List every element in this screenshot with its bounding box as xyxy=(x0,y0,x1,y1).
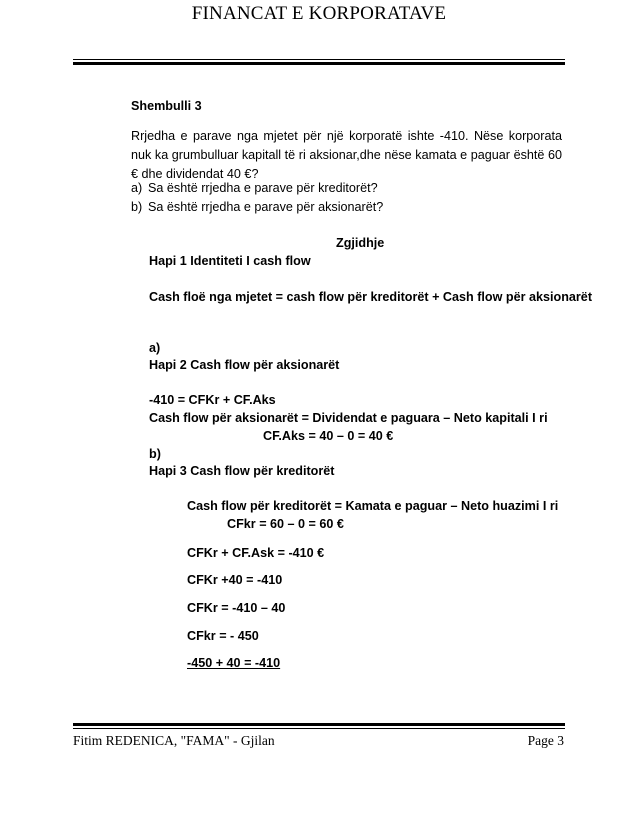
step1-title: Hapi 1 Identiteti I cash flow xyxy=(149,254,311,268)
step3-line3: CFKr + CF.Ask = -410 € xyxy=(187,546,325,560)
page-header-title: FINANCAT E KORPORATAVE xyxy=(191,3,447,24)
step3-title: Hapi 3 Cash flow për kreditorët xyxy=(149,464,335,478)
footer-rule-thin xyxy=(73,728,565,729)
part-b-label: b) xyxy=(149,447,161,461)
part-a-label: a) xyxy=(149,341,161,355)
question-text: Sa është rrjedha e parave për aksionarët? xyxy=(148,200,384,214)
solution-heading: Zgjidhje xyxy=(336,236,385,250)
header-rule-thin xyxy=(73,59,565,60)
step3-line7: -450 + 40 = -410 xyxy=(187,656,281,670)
step3-line1: Cash flow për kreditorët = Kamata e paguar – Neto huazimi I ri xyxy=(187,499,559,513)
footer-page-number: Page 3 xyxy=(527,733,564,748)
step3-line4: CFKr +40 = -410 xyxy=(187,573,283,587)
step2-title: Hapi 2 Cash flow për aksionarët xyxy=(149,358,340,372)
step2-line3: CF.Aks = 40 – 0 = 40 € xyxy=(263,429,394,443)
question-text: Sa është rrjedha e parave për kreditorët? xyxy=(148,181,378,195)
step2-line2: Cash flow për aksionarët = Dividendat e paguara – Neto kapitali I ri xyxy=(149,411,548,425)
header-rule-thick xyxy=(73,62,565,65)
step3-line5: CFKr = -410 – 40 xyxy=(187,601,286,615)
question-b xyxy=(131,200,383,214)
step3-line2: CFkr = 60 – 0 = 60 € xyxy=(227,517,344,531)
footer-author: Fitim REDENICA, "FAMA" - Gjilan xyxy=(73,733,275,748)
step1-formula: Cash floë nga mjetet = cash flow për kreditorët + Cash flow për aksionarët xyxy=(149,290,593,304)
problem-statement: Rrjedha e parave nga mjetet për një korporatë ishte -410. Nëse korporata nuk ka grumbulluar kapitall të ri aksionar,dhe nëse kamata e paguar është 60 € dhe dividendat 40 €? xyxy=(131,129,562,181)
question-letter: a) xyxy=(131,181,143,195)
step2-line1: -410 = CFKr + CF.Aks xyxy=(149,393,276,407)
question-letter: b) xyxy=(131,200,143,214)
step3-line6: CFkr = - 450 xyxy=(187,629,259,643)
example-title: Shembulli 3 xyxy=(131,99,202,113)
question-a xyxy=(131,181,378,195)
footer-rule-thick xyxy=(73,723,565,726)
